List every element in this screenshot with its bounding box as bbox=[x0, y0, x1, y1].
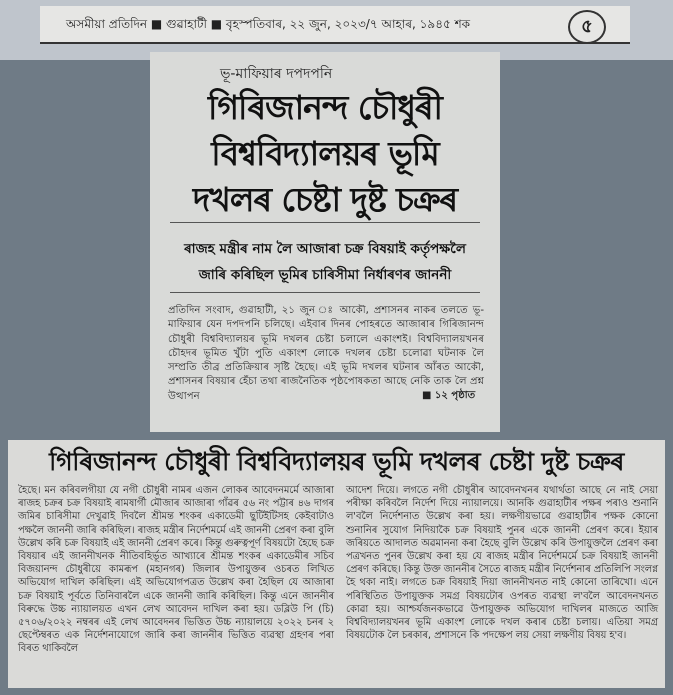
subhead-divider bbox=[170, 292, 480, 293]
headline-line-2: বিশ্ববিদ্যালয়ৰ ভূমি bbox=[211, 134, 439, 173]
newspaper-masthead bbox=[40, 6, 630, 44]
article-body: প্ৰতিদিন সংবাদ, গুৱাহাটী, ২১ জুন ঃ আকৌ, প্ৰশাসনৰ নাকৰ তলতে ভূ-মাফিয়াৰ যেন দপদপনি চলিছে। এইবাৰ দিনৰ পোহৰতে আজাৰাৰ গিৰিজানন্দ চৌধুৰী বিশ্ববিদ্যালয়ৰ ভূমি দখলৰ চেষ্টা চলালে একাংশই। বিশ্ববিদ্যালয়খনৰ চৌহদৰ ভূমিত খুঁটা পুতি একাংশ লোকে দখলৰ চেষ্টা চলোৱা ঘটনাক লৈ সম্প্ৰতি তীব্ৰ প্ৰতিক্ৰিয়াৰ সৃষ্টি হৈছে। এই ভূমি দখলৰ ঘটনাৰ আঁৰত আকৌ, প্ৰশাসনৰ বিষয়াৰ হেঁচা তথা ৰাজনৈতিক পৃষ্ঠপোষকতা আছে নেকি তাক লৈ প্ৰশ্ন উত্থাপন bbox=[168, 305, 484, 402]
headline-line-3: দখলৰ চেষ্টা দুষ্ট চক্ৰৰ bbox=[192, 180, 458, 219]
subhead-line-1: ৰাজহ মন্ত্ৰীৰ নাম লৈ আজাৰা চক্ৰ বিষয়াই কৰ্তৃপক্ষলৈ bbox=[184, 241, 466, 257]
page-number: ৫ bbox=[568, 10, 606, 44]
top-news-clipping bbox=[150, 52, 500, 432]
continued-marker: ■ ১২ পৃষ্ঠাত bbox=[422, 390, 476, 401]
bottom-news-clipping bbox=[8, 440, 665, 688]
kicker: ভূ-মাফিয়াৰ দপদপনি bbox=[220, 66, 333, 82]
masthead-dateline: অসমীয়া প্ৰতিদিন ■ গুৱাহাটী ■ বৃহস্পতিবাৰ, ২২ জুন, ২০২৩/৭ আহাৰ, ১৯৪৫ শক bbox=[66, 17, 471, 31]
headline-line-1: গিৰিজানন্দ চৌধুৰী bbox=[207, 88, 442, 127]
headline-divider bbox=[170, 222, 480, 223]
bottom-headline: গিৰিজানন্দ চৌধুৰী বিশ্ববিদ্যালয়ৰ ভূমি দখলৰ চেষ্টা দুষ্ট চক্ৰৰ bbox=[49, 447, 624, 476]
article-column-right: আদেশ দিয়ে। লগতে নগী চৌধুৰীৰ আবেদনখনৰ যথাৰ্থতা আছে নে নাই সেয়া পৰীক্ষা কৰিবলৈ নিৰ্দেশ দিয়ে ন্যায়ালয়ে। আনকি গুৱাহাটীৰ পক্ষৰ পৰাও শুনানি ল'বলৈ নিৰ্দেশনাত উল্লেখ কৰা হয়। লক্ষণীয়ভাৱে গুৱাহাটীৰ পক্ষক কোনো শুনানিৰ সুযোগ নিদিয়াকৈ চক্ৰ বিষয়াই পুনৰ একে জাননী প্ৰেৰণ কৰে। ইয়াৰ জৰিয়তে আদালত অৱমাননা কৰা হৈছে বুলি উল্লেখ কৰি উপায়ুক্তলৈ প্ৰেৰণ কৰা পত্ৰখনত পুনৰ উল্লেখ কৰা হয় যে ৰাজহ মন্ত্ৰীৰ নিৰ্দেশমৰ্মে চক্ৰ বিষয়াই জাননী প্ৰেৰণ কৰিছে। কিন্তু উক্ত জাননীৰ সৈতে ৰাজহ মন্ত্ৰীৰ নিৰ্দেশনাৰ প্ৰতিলিপি সংলগ্ন হৈ থকা নাই। লগতে চক্ৰ বিষয়াই দিয়া জাননীখনত নাই কোনো তাৰিখো। এনে পৰিস্থিতিত উপায়ুক্তক সমগ্ৰ বিষয়টোৰ ওপৰত ব্যৱস্থা ল'বলৈ আবেদনখনত কোৱা হয়। আশ্চৰ্যজনকভাৱে উপায়ুক্তক অভিযোগ দাখিলৰ মাজতে আজি বিশ্ববিদ্যালয়খনৰ ভূমি একাংশ লোকে দখল কৰাৰ চেষ্টা চলায়। এতিয়া সমগ্ৰ বিষয়টোক লৈ চৰকাৰ, প্ৰশাসনে কি পদক্ষেপ লয় সেয়া লক্ষণীয় বিষয় হ'ব। bbox=[346, 485, 658, 642]
subhead-line-2: জাৰি কৰিছিল ভূমিৰ চাৰিসীমা নিৰ্ধাৰণৰ জাননী bbox=[198, 267, 452, 283]
article-column-left: হৈছে। মন কৰিবলগীয়া যে নগী চৌধুৰী নামৰ এজন লোকৰ আবেদনমৰ্মে আজাৰা ৰাজহ চক্ৰৰ চক্ৰ বিষয়াই ৰামষাৰ্গী মৌজাৰ আজাৰা গাঁৱৰ ৫৬ নং পট্টাৰ ৪৬ দাগৰ জমিৰ চাৰিসীমা দেখুৱাই দিবলৈ শ্ৰীমন্ত শংকৰ একাডেমী ছুটিইটিসহ কেইবাটাও পক্ষলৈ জাননী জাৰি কৰিছিল। ৰাজহ মন্ত্ৰীৰ নিৰ্দেশমৰ্মে এই জাননী প্ৰেৰণ কৰা বুলি উল্লেখ কৰি চক্ৰ বিষয়াই এই জাননী প্ৰেৰণ কৰে। কিন্তু গুৰুত্বপূৰ্ণ বিষয়টো হৈছে চক্ৰ বিষয়াৰ এই জাননীখনক নীতিবহিৰ্ভূত আখ্যাৰে শ্ৰীমন্ত শংকৰ একাডেমীৰ সচিব বিজয়ানন্দ চৌধুৰীয়ে কামৰূপ (মহানগৰ) জিলাৰ উপায়ুক্তৰ ওচৰত লিখিত অভিযোগ দাখিল কৰিছিল। এই অভিযোগপত্ৰত উল্লেখ কৰা হৈছিল যে আজাৰা চক্ৰ বিষয়াই পূৰ্বতে তিনিবাৰলৈ একে জাননী জাৰি কৰিছিল। কিন্তু এনে জাননীৰ বিৰুদ্ধে উচ্চ ন্যায়ালয়ত এখন লেখ আবেদন দাখিল কৰা হয়। ডব্লিউ পি (চি) ৫৭০৬/২০২২ নম্বৰৰ এই লেখ আবেদনৰ ভিত্তিত উচ্চ ন্যায়ালয়ে ২০২২ চনৰ ২ ছেপ্টেম্বৰত এক নিৰ্দেশনাযোগে জাৰি কৰা জাননীৰ ভিত্তিত ব্যৱস্থা গ্ৰহণৰ পৰা বিৰত থাকিবলৈ bbox=[18, 485, 334, 655]
